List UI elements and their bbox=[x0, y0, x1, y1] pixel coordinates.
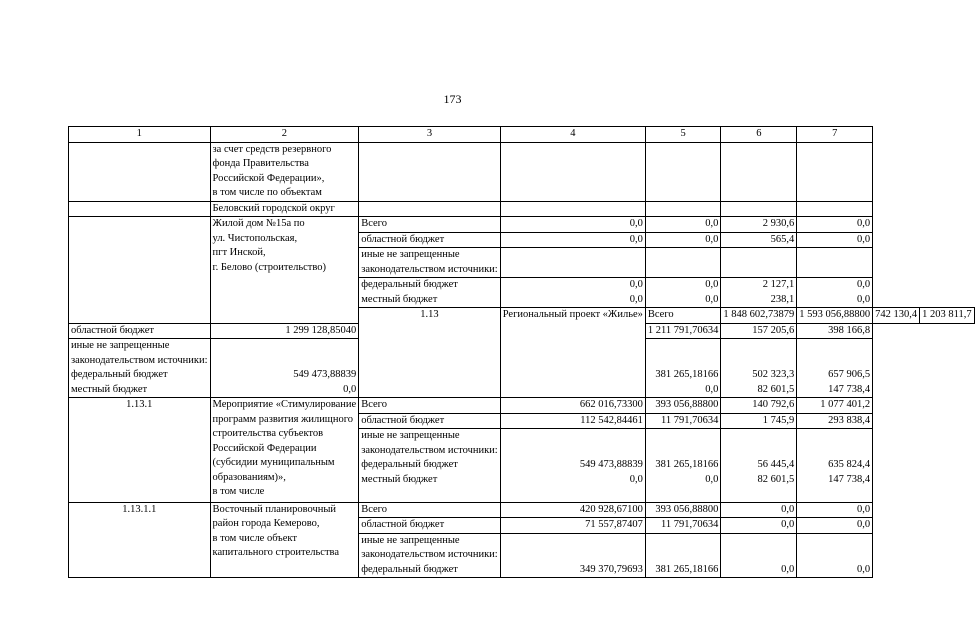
value-cell: 1 593 056,88800 bbox=[797, 308, 873, 324]
value-cell: 0,0 bbox=[721, 502, 797, 518]
source-cell: областной бюджет bbox=[359, 518, 501, 534]
value-cell: 0,0 bbox=[500, 217, 645, 233]
value-cell: 0,0 bbox=[797, 232, 873, 248]
source-cell: областной бюджет bbox=[359, 232, 501, 248]
header-cell: 1 bbox=[69, 127, 211, 143]
code-cell: 1.13.1 bbox=[69, 398, 211, 503]
value-cell: 0,0 bbox=[500, 232, 645, 248]
table-header-row bbox=[69, 127, 975, 143]
value-cell: 1 203 811,7 bbox=[920, 308, 975, 324]
header-cell: 7 bbox=[797, 127, 873, 143]
name-cell: за счет средств резервного фонда Правительства Российской Федерации», в том числе по объектам bbox=[210, 142, 359, 201]
value-cell: 0,0 bbox=[797, 518, 873, 534]
value-cell: 1 299 128,85040 bbox=[210, 323, 359, 339]
header-cell: 5 bbox=[645, 127, 721, 143]
value-cell bbox=[721, 248, 797, 278]
value-cell: 635 824,4 147 738,4 bbox=[797, 429, 873, 503]
value-cell: 381 265,18166 0,0 bbox=[645, 339, 721, 398]
code-cell: 1.13 bbox=[359, 308, 501, 398]
source-cell: иные не запрещенные законодательством источники: федеральный бюджет bbox=[359, 533, 501, 578]
table-row bbox=[69, 217, 975, 233]
value-cell bbox=[721, 142, 797, 201]
value-cell: 657 906,5 147 738,4 bbox=[797, 339, 873, 398]
district-name: Беловский городской округ bbox=[210, 201, 359, 217]
value-cell: 1 211 791,70634 bbox=[645, 323, 721, 339]
source-cell: областной бюджет bbox=[69, 323, 211, 339]
value-cell: 0,0 0,0 bbox=[645, 278, 721, 308]
value-cell bbox=[645, 248, 721, 278]
source-cell: иные не запрещенные законодательством источники: федеральный бюджет местный бюджет bbox=[359, 429, 501, 503]
budget-table bbox=[68, 126, 975, 578]
header-cell: 2 bbox=[210, 127, 359, 143]
value-cell: 0,0 bbox=[797, 502, 873, 518]
code-cell bbox=[69, 142, 211, 201]
value-cell bbox=[500, 142, 645, 201]
source-cell: Всего bbox=[359, 502, 501, 518]
value-cell: 1 077 401,2 bbox=[797, 398, 873, 414]
header-cell: 4 bbox=[500, 127, 645, 143]
source-cell: Всего bbox=[359, 217, 501, 233]
source-cell bbox=[359, 142, 501, 201]
name-cell: Региональный проект «Жилье» bbox=[500, 308, 645, 398]
value-cell: 1 745,9 bbox=[721, 413, 797, 429]
value-cell: 11 791,70634 bbox=[645, 413, 721, 429]
value-cell: 0,0 bbox=[721, 518, 797, 534]
value-cell: 0,0 0,0 bbox=[797, 278, 873, 308]
value-cell: 0,0 bbox=[797, 533, 873, 578]
code-cell: 1.13.1.1 bbox=[69, 502, 211, 578]
value-cell: 2 127,1 238,1 bbox=[721, 278, 797, 308]
source-cell: Всего bbox=[359, 398, 501, 414]
source-cell: областной бюджет bbox=[359, 413, 501, 429]
value-cell: 71 557,87407 bbox=[500, 518, 645, 534]
value-cell bbox=[645, 142, 721, 201]
value-cell bbox=[721, 201, 797, 217]
table-row bbox=[69, 201, 975, 217]
value-cell: 2 930,6 bbox=[721, 217, 797, 233]
table-row bbox=[69, 398, 975, 414]
value-cell: 140 792,6 bbox=[721, 398, 797, 414]
value-cell: 112 542,84461 bbox=[500, 413, 645, 429]
value-cell: 742 130,4 bbox=[873, 308, 920, 324]
value-cell: 549 473,88839 0,0 bbox=[500, 429, 645, 503]
page-number: 173 bbox=[443, 92, 462, 106]
value-cell: 420 928,67100 bbox=[500, 502, 645, 518]
source-cell bbox=[359, 201, 501, 217]
value-cell: 0,0 bbox=[721, 533, 797, 578]
source-cell: иные не запрещенные законодательством источники: федеральный бюджет местный бюджет bbox=[69, 339, 211, 398]
value-cell bbox=[797, 201, 873, 217]
name-cell: Мероприятие «Стимулирование программ развития жилищного строительства субъектов Российской Федерации (субсидии муниципальным образованиям)», в том числе bbox=[210, 398, 359, 503]
source-cell: иные не запрещенные законодательством источники: bbox=[359, 248, 501, 278]
header-cell: 3 bbox=[359, 127, 501, 143]
value-cell: 0,0 0,0 bbox=[500, 278, 645, 308]
value-cell: 293 838,4 bbox=[797, 413, 873, 429]
value-cell: 0,0 bbox=[645, 232, 721, 248]
name-cell: Восточный планировочный район города Кемерово, в том числе объект капитального строительства bbox=[210, 502, 359, 578]
value-cell: 502 323,3 82 601,5 bbox=[721, 339, 797, 398]
value-cell: 0,0 bbox=[645, 217, 721, 233]
value-cell bbox=[500, 248, 645, 278]
code-cell bbox=[69, 217, 211, 324]
value-cell bbox=[645, 201, 721, 217]
value-cell: 349 370,79693 bbox=[500, 533, 645, 578]
value-cell bbox=[797, 142, 873, 201]
value-cell: 549 473,88839 0,0 bbox=[210, 339, 359, 398]
value-cell: 662 016,73300 bbox=[500, 398, 645, 414]
table-row bbox=[69, 142, 975, 201]
name-cell: Жилой дом №15а по ул. Чистопольская, пгт Инской, г. Белово (строительство) bbox=[210, 217, 359, 324]
value-cell bbox=[500, 201, 645, 217]
value-cell: 398 166,8 bbox=[797, 323, 873, 339]
value-cell: 393 056,88800 bbox=[645, 398, 721, 414]
value-cell: 1 848 602,73879 bbox=[721, 308, 797, 324]
value-cell: 11 791,70634 bbox=[645, 518, 721, 534]
value-cell bbox=[797, 248, 873, 278]
value-cell: 56 445,4 82 601,5 bbox=[721, 429, 797, 503]
value-cell: 381 265,18166 bbox=[645, 533, 721, 578]
value-cell: 393 056,88800 bbox=[645, 502, 721, 518]
source-cell: Всего bbox=[645, 308, 721, 324]
value-cell: 381 265,18166 0,0 bbox=[645, 429, 721, 503]
value-cell: 565,4 bbox=[721, 232, 797, 248]
value-cell: 157 205,6 bbox=[721, 323, 797, 339]
source-cell: федеральный бюджет местный бюджет bbox=[359, 278, 501, 308]
header-cell: 6 bbox=[721, 127, 797, 143]
code-cell bbox=[69, 201, 211, 217]
table-row bbox=[69, 502, 975, 518]
value-cell: 0,0 bbox=[797, 217, 873, 233]
